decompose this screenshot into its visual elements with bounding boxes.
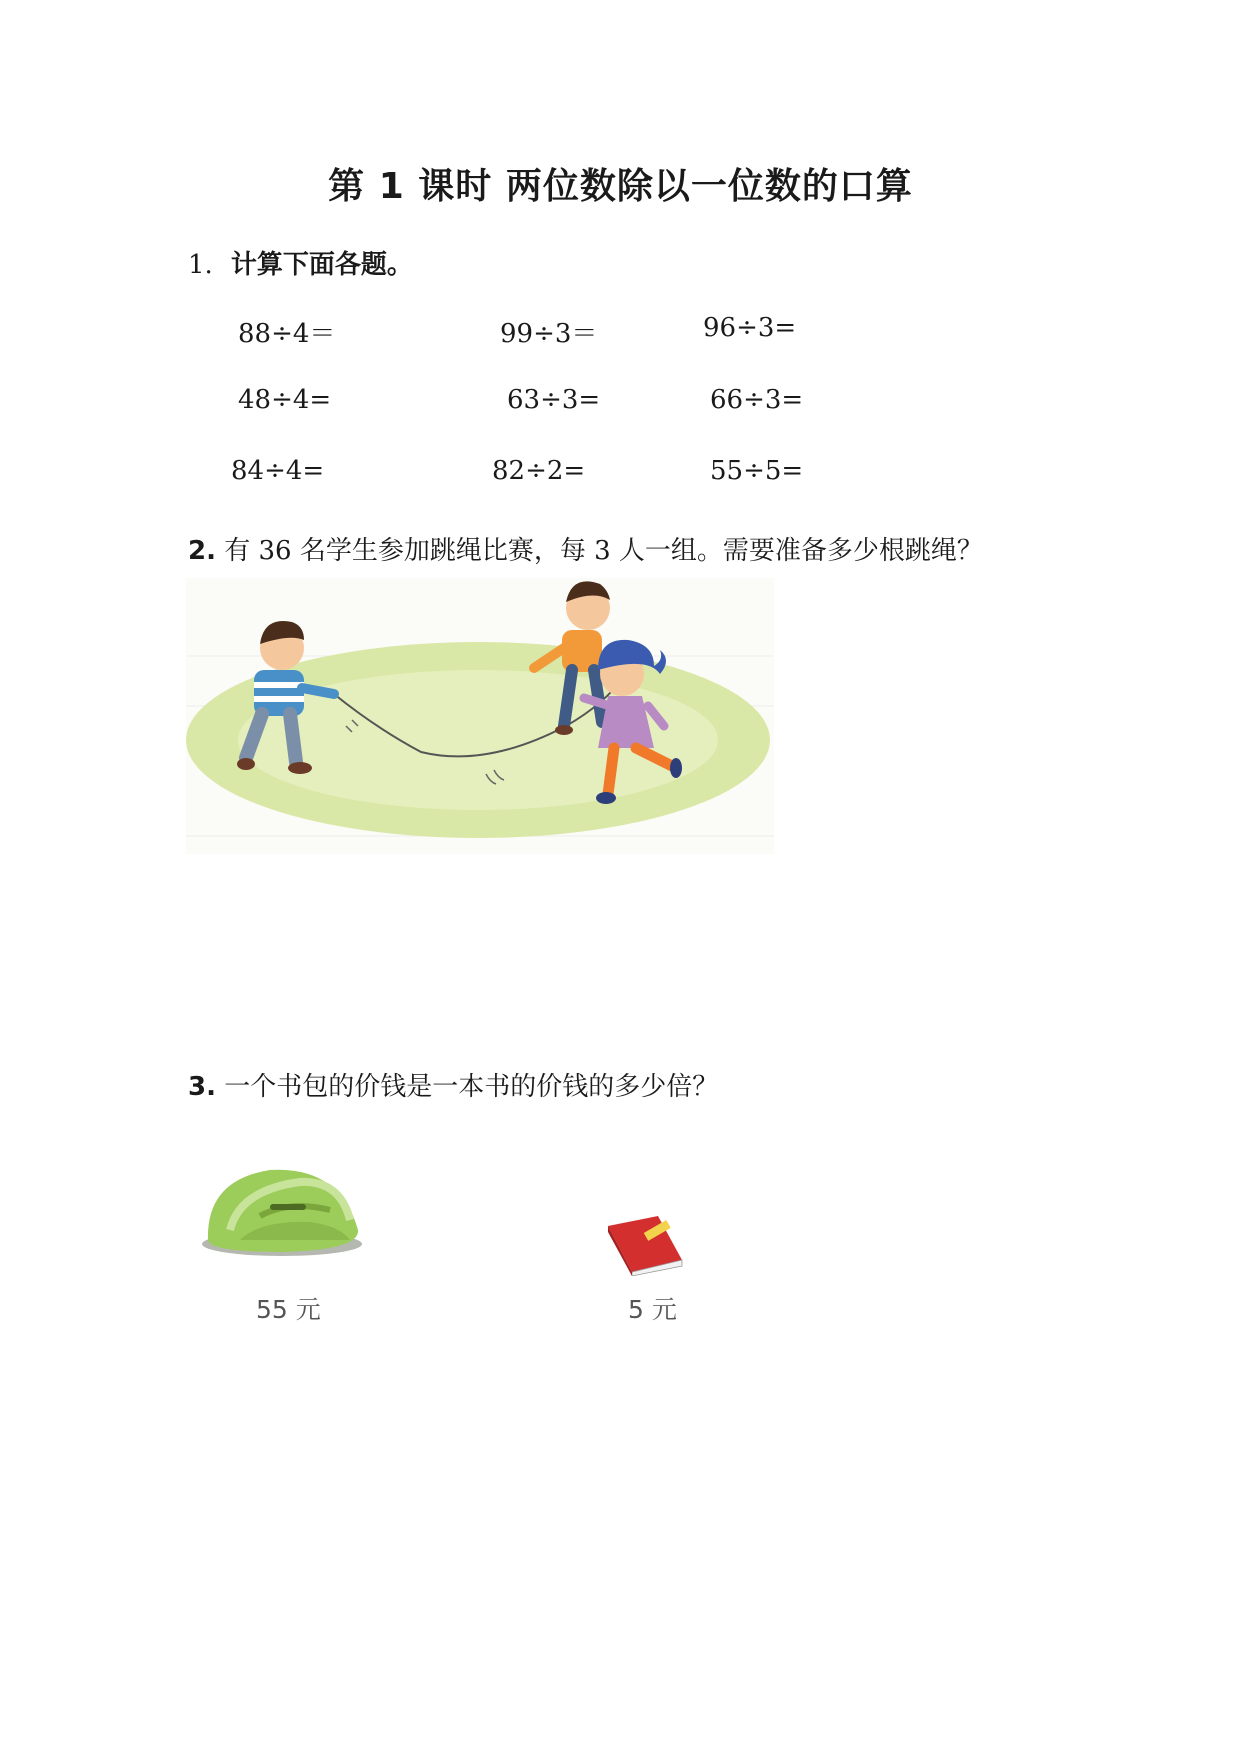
calc-problem: 84÷4=: [231, 456, 325, 486]
question-number: 2.: [188, 536, 216, 566]
page-title: 第 1 课时 两位数除以一位数的口算: [328, 166, 913, 207]
calc-problem: 82÷2=: [492, 456, 586, 486]
backpack-icon: [200, 1160, 364, 1260]
book-icon: [604, 1212, 684, 1276]
question-text: 计算下面各题。: [230, 250, 413, 280]
backpack-price: 55 元: [256, 1295, 321, 1324]
question-number: 1.: [188, 250, 213, 280]
calc-problem: 48÷4=: [238, 385, 332, 415]
question-text: 一个书包的价钱是一本书的价钱的多少倍？: [224, 1072, 719, 1102]
calc-problem: 88÷4＝: [238, 319, 336, 349]
book-price: 5 元: [628, 1295, 677, 1324]
question-1: [188, 244, 413, 281]
calc-problem: 99÷3＝: [500, 319, 598, 349]
calc-problem: 96÷3=: [703, 313, 797, 343]
question-3: [188, 1066, 718, 1103]
question-2: [188, 530, 983, 567]
jump-rope-illustration: [186, 578, 774, 854]
calc-problem: 63÷3=: [507, 385, 601, 415]
question-text: 有 36 名学生参加跳绳比赛，每 3 人一组。需要准备多少根跳绳？: [224, 536, 983, 566]
question-number: 3.: [188, 1072, 216, 1102]
calc-problem: 55÷5=: [710, 456, 804, 486]
calc-problem: 66÷3=: [710, 385, 804, 415]
